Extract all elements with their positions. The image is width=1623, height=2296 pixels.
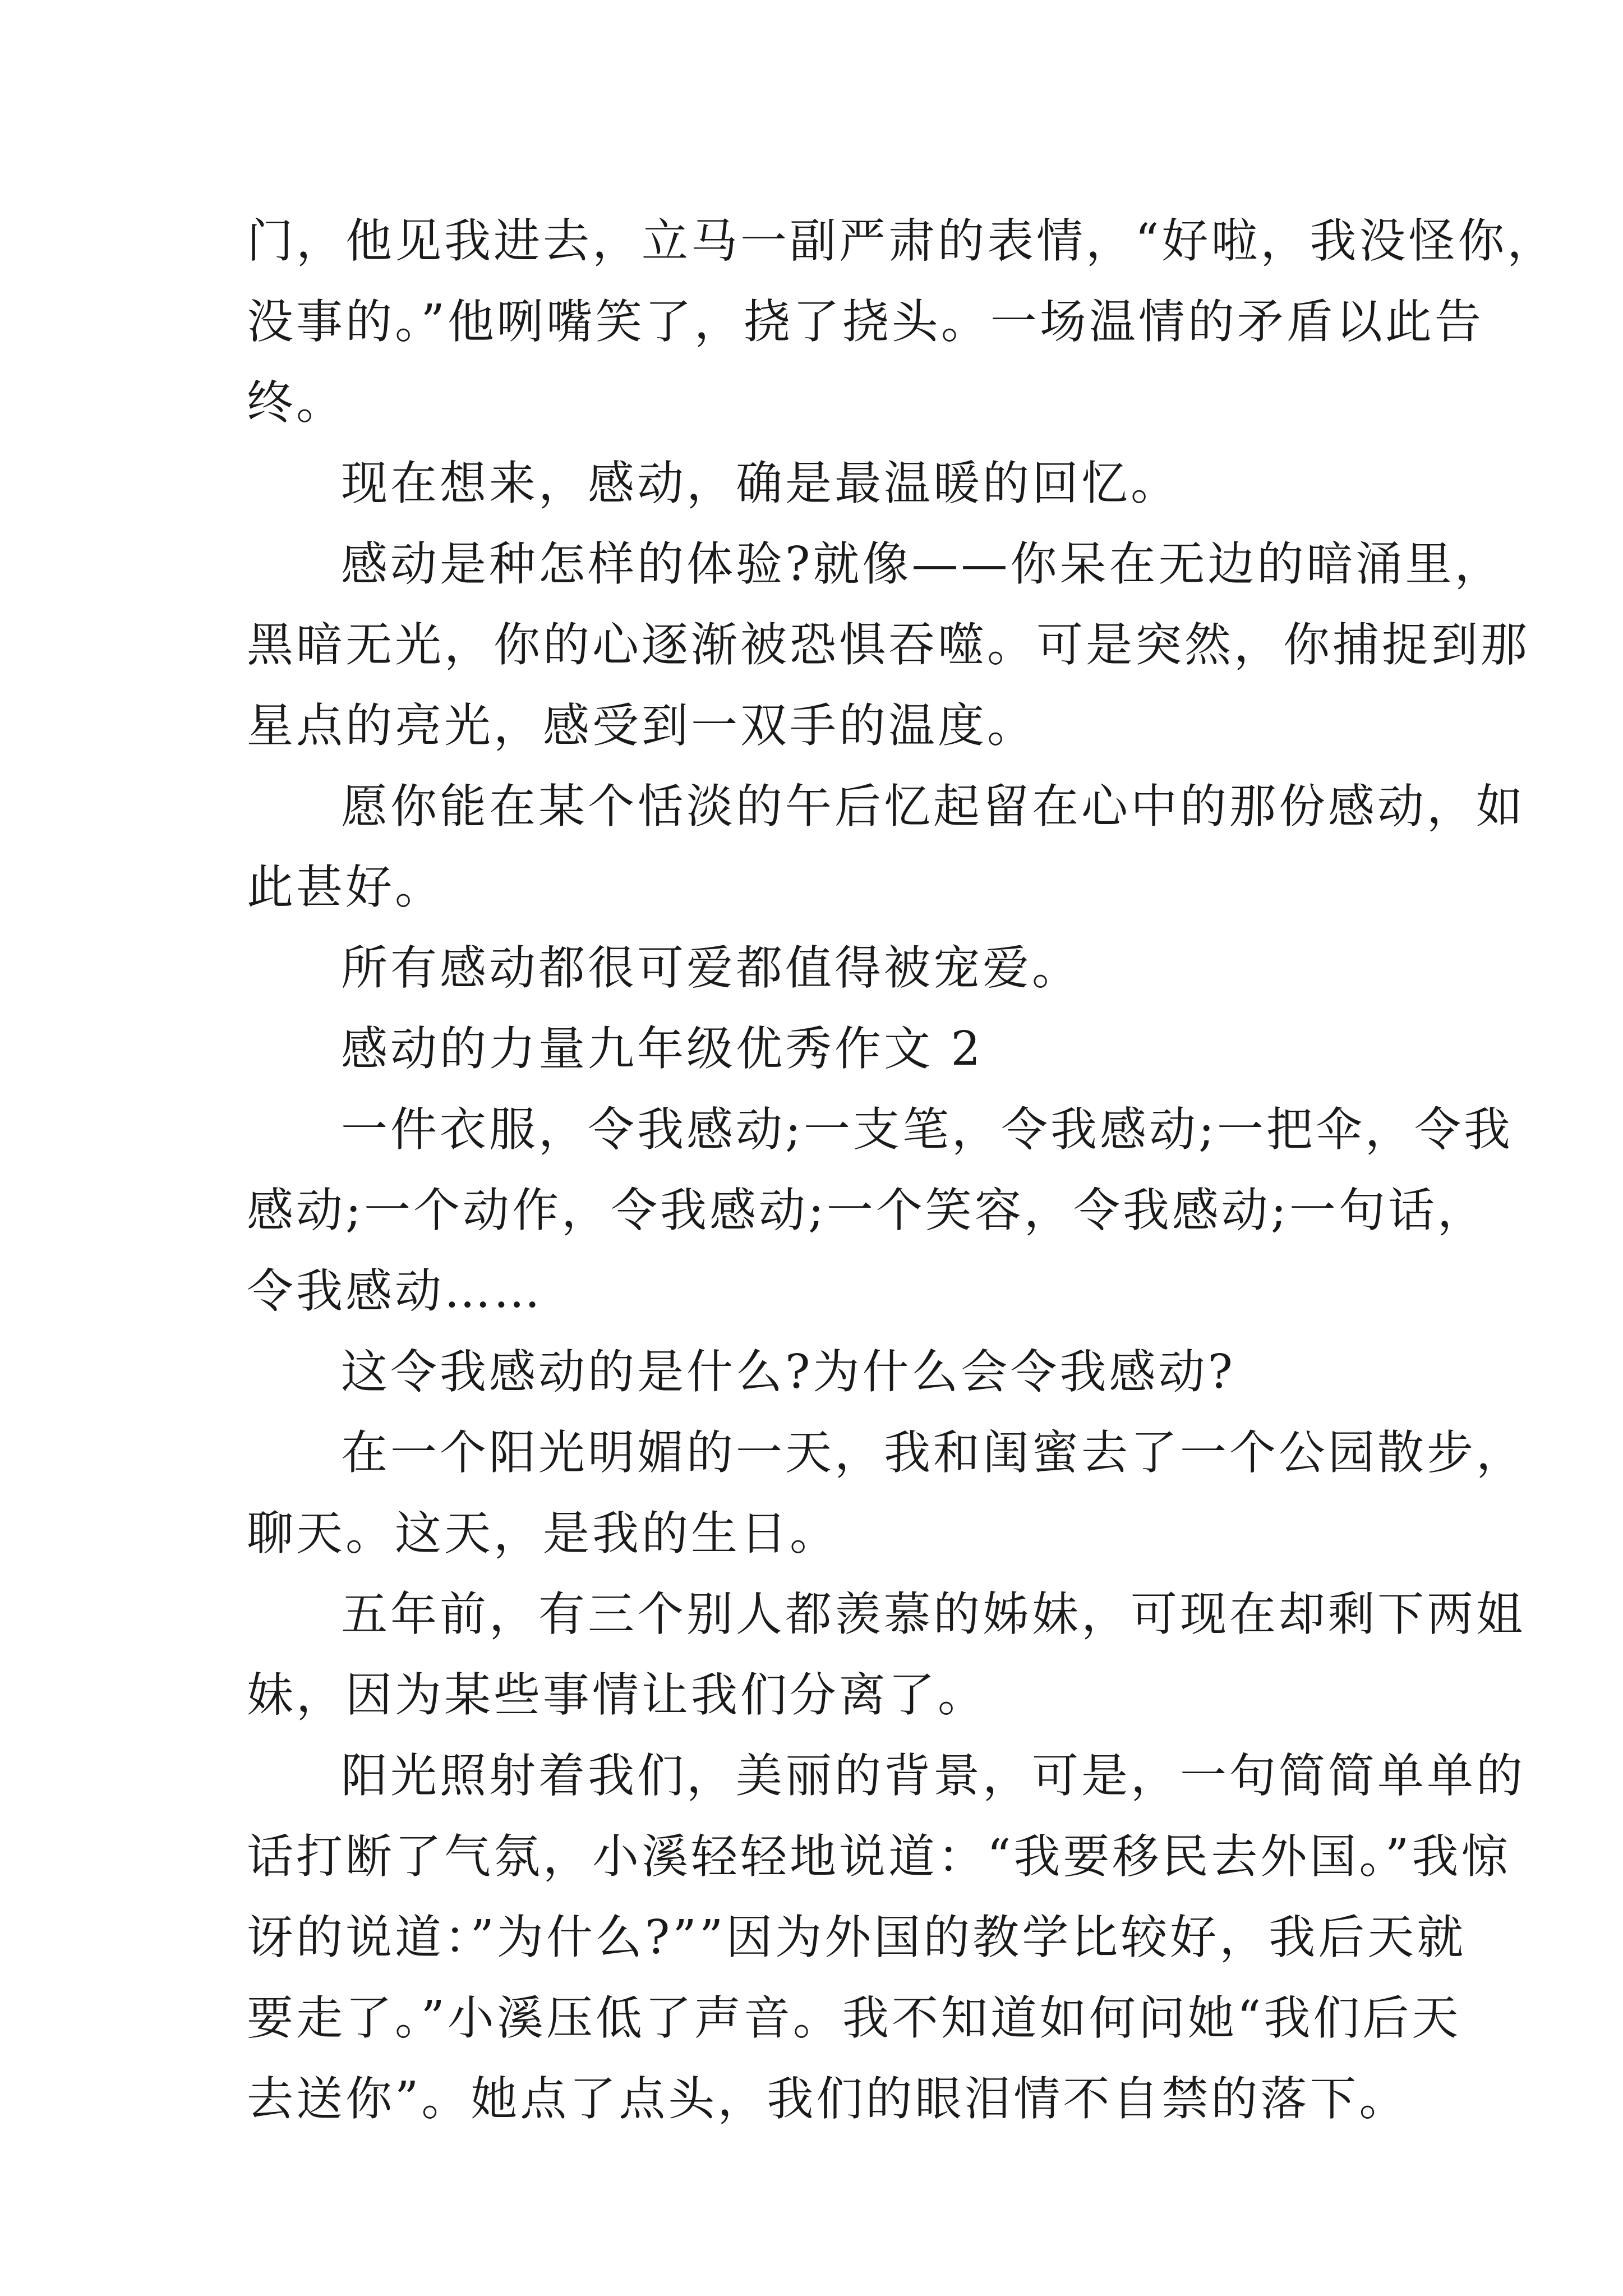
text-line: 门，他见我进去，立马一副严肃的表情，“好啦，我没怪你， xyxy=(247,214,1557,268)
paragraph xyxy=(247,766,1525,928)
text-line: 妹，因为某些事情让我们分离了。 xyxy=(247,1668,987,1722)
paragraph xyxy=(247,1736,1525,2139)
text-line: 终。 xyxy=(247,375,345,430)
paragraph xyxy=(247,1574,1525,1736)
text-line: 在一个阳光明媚的一天，我和闺蜜去了一个公园散步， xyxy=(341,1425,1525,1480)
text-line: 讶的说道：”为什么?””因为外国的教学比较好，我后天就 xyxy=(247,1910,1467,1964)
text-line: 感动的力量九年级优秀作文 2 xyxy=(341,1022,984,1076)
text-line: 聊天。这天，是我的生日。 xyxy=(247,1506,839,1561)
text-line: 没事的。”他咧嘴笑了，挠了挠头。一场温情的矛盾以此告 xyxy=(247,295,1484,349)
paragraph xyxy=(247,1089,1513,1332)
text-line: 此甚好。 xyxy=(247,860,444,914)
text-line: 话打断了气氛，小溪轻轻地说道：“我要移民去外国。”我惊 xyxy=(247,1829,1511,1884)
text-line: 五年前，有三个别人都羡慕的姊妹，可现在却剩下两姐 xyxy=(341,1587,1525,1641)
text-line: 感动;一个动作，令我感动;一个笑容，令我感动;一句话， xyxy=(247,1183,1487,1237)
text-line: 愿你能在某个恬淡的午后忆起留在心中的那份感动，如 xyxy=(341,779,1525,834)
paragraph xyxy=(247,1332,1396,1412)
text-line: 要走了。”小溪压低了声音。我不知道如何问她“我们后天 xyxy=(247,1991,1461,2045)
section-heading xyxy=(247,1009,1396,1089)
text-line: 感动是种怎样的体验?就像——你呆在无边的暗涌里， xyxy=(341,537,1504,591)
text-line: 星点的亮光，感受到一双手的温度。 xyxy=(247,698,1036,753)
paragraph xyxy=(247,443,1396,524)
paragraph xyxy=(247,524,1530,766)
article-body xyxy=(247,201,1557,2139)
text-line: 现在想来，感动，确是最温暖的回忆。 xyxy=(341,456,1180,510)
text-line: 所有感动都很可爱都值得被宠爱。 xyxy=(341,941,1081,995)
paragraph xyxy=(247,1412,1525,1574)
paragraph xyxy=(247,201,1557,443)
paragraph xyxy=(247,928,1396,1009)
text-line: 黑暗无光，你的心逐渐被恐惧吞噬。可是突然，你捕捉到那 xyxy=(247,618,1530,672)
text-line: 去送你”。她点了点头，我们的眼泪情不自禁的落下。 xyxy=(247,2072,1409,2126)
text-line: 一件衣服，令我感动;一支笔，令我感动;一把伞，令我 xyxy=(341,1102,1513,1157)
text-line: 令我感动…… xyxy=(247,1264,543,1318)
text-line: 阳光照射着我们，美丽的背景，可是，一句简简单单的 xyxy=(341,1749,1525,1803)
text-line: 这令我感动的是什么?为什么会令我感动? xyxy=(341,1345,1235,1399)
